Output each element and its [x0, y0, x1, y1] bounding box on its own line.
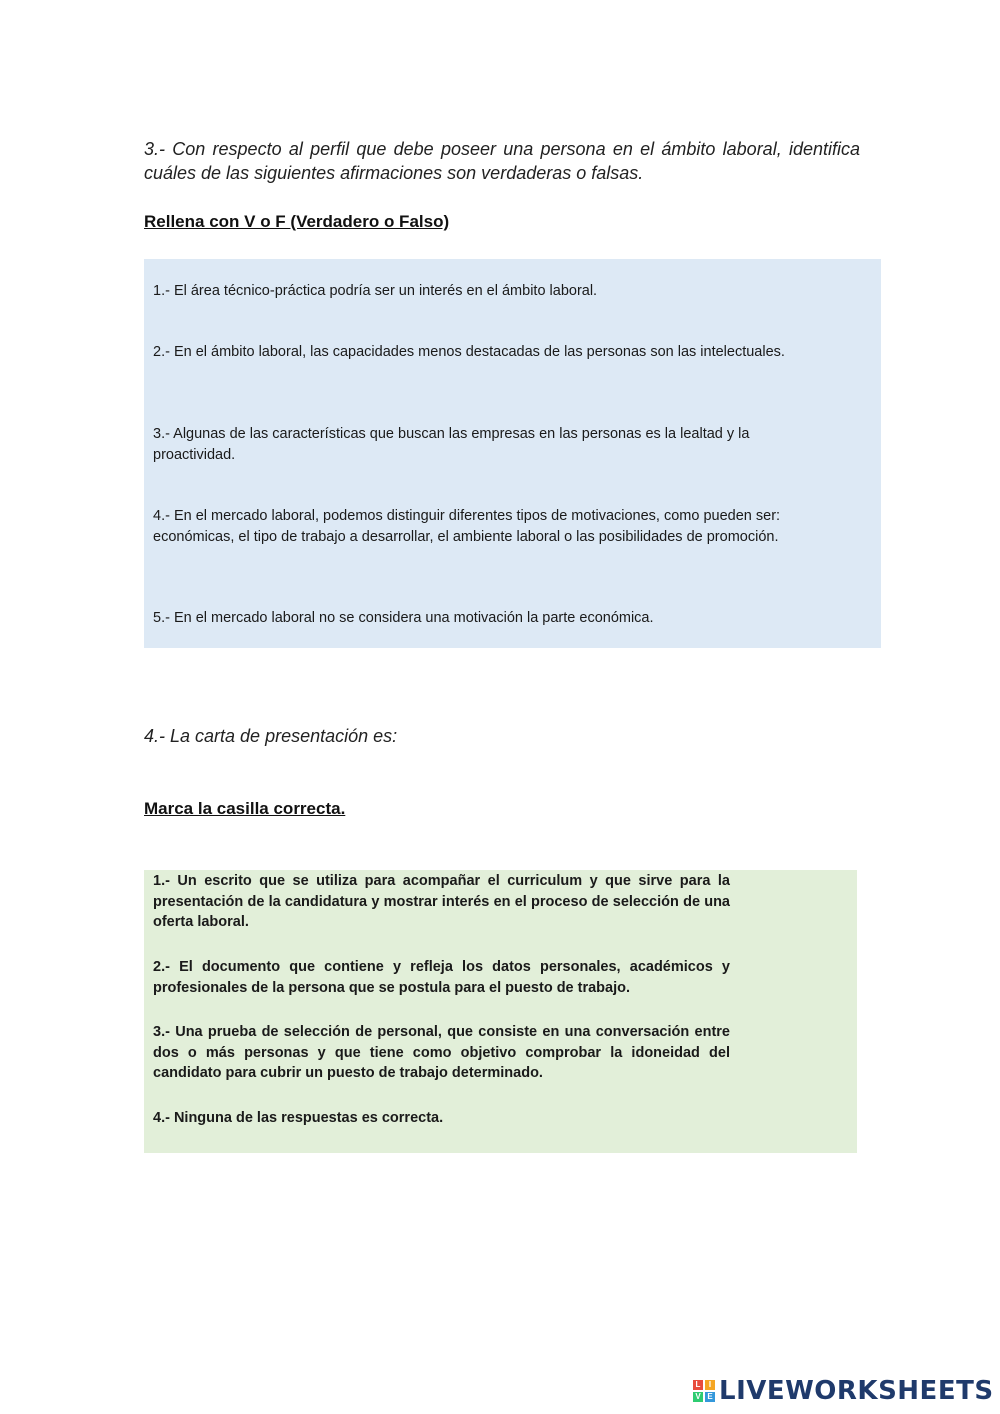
statement-2[interactable]: 2.- En el ámbito laboral, las capacidades menos destacadas de las personas son las intelectuales. [153, 344, 785, 360]
liveworksheets-logo [693, 1376, 994, 1406]
statement-4[interactable]: 4.- En el mercado laboral, podemos distinguir diferentes tipos de motivaciones, como pueden ser: económicas, el tipo de trabajo a desarrollar, el ambiente laboral o las posibilidades de promoción. [153, 508, 781, 545]
option-3[interactable]: 3.- Una prueba de selección de personal, que consiste en una conversación entre dos o más personas y que tiene como objetivo comprobar la idoneidad del candidato para cubrir un puesto de trabajo determinado. [153, 1024, 730, 1081]
statement-3[interactable]: 3.- Algunas de las características que buscan las empresas en las personas es la lealtad y la proactividad. [153, 426, 750, 463]
logo-letter-l: L [693, 1380, 703, 1390]
question-3-title: 3.- Con respecto al perfil que debe poseer una persona en el ámbito laboral, identifica cuáles de las siguientes afirmaciones son verdaderas o falsas. [144, 139, 860, 183]
logo-text: LIVEWORKSHEETS [719, 1376, 994, 1406]
logo-letter-v: V [693, 1392, 703, 1402]
question-4-title: 4.- La carta de presentación es: [144, 726, 398, 746]
live-blocks-icon [693, 1380, 715, 1402]
statement-1[interactable]: 1.- El área técnico-práctica podría ser un interés en el ámbito laboral. [153, 283, 598, 299]
true-false-box [144, 259, 881, 648]
option-4[interactable]: 4.- Ninguna de las respuestas es correcta. [153, 1110, 444, 1126]
question-4-instruction: Marca la casilla correcta. [144, 799, 346, 818]
multiple-choice-box [144, 870, 857, 1153]
option-1[interactable]: 1.- Un escrito que se utiliza para acompañar el curriculum y que sirve para la presentación de la candidatura y mostrar interés en el proceso de selección de una oferta laboral. [153, 873, 730, 930]
logo-letter-e: E [705, 1392, 715, 1402]
question-3-instruction: Rellena con V o F (Verdadero o Falso) [144, 212, 450, 231]
statement-5[interactable]: 5.- En el mercado laboral no se considera una motivación la parte económica. [153, 610, 654, 626]
logo-letter-i: I [705, 1380, 715, 1390]
option-2[interactable]: 2.- El documento que contiene y refleja los datos personales, académicos y profesionales de la persona que se postula para el puesto de trabajo. [153, 959, 730, 996]
